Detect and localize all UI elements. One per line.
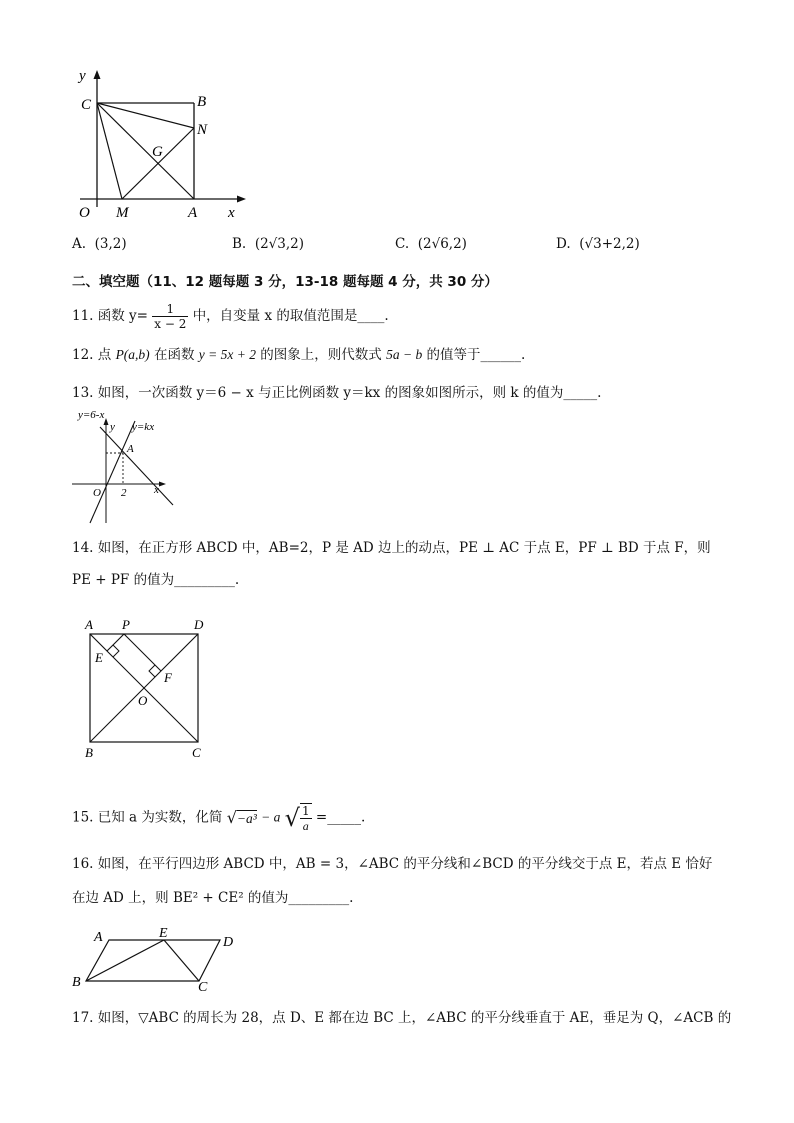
label-P: P	[122, 617, 130, 632]
q12-expression: 5a − b	[386, 347, 423, 362]
label-B: B	[197, 94, 207, 110]
q15-post: =_____.	[315, 809, 366, 826]
label-line1: y=6-x	[78, 409, 105, 421]
option-b-letter: B.	[232, 236, 247, 252]
label-line2: y=kx	[132, 421, 155, 433]
label-C: C	[198, 980, 208, 993]
option-c-letter: C.	[395, 236, 410, 252]
q15-numerator: 1	[301, 804, 310, 818]
label-A: A	[188, 205, 198, 221]
q11-fraction	[152, 302, 188, 331]
label-A: A	[85, 617, 93, 632]
q15-radical-1: √−a³	[226, 807, 257, 827]
label-N: N	[197, 122, 208, 138]
figure-q10	[70, 62, 250, 222]
label-x: x	[154, 484, 159, 496]
figure-q13	[70, 405, 190, 527]
q12-function: y = 5x + 2	[198, 347, 256, 362]
option-c-value: (2√6,2)	[417, 236, 467, 252]
figure-q14	[80, 612, 215, 762]
option-d-value: (√3+2,2)	[579, 236, 640, 252]
option-a-letter: A.	[72, 236, 87, 252]
question-14-line2: PE + PF 的值为_________.	[72, 572, 240, 588]
option-b	[232, 236, 304, 252]
question-16-line2: 在边 AD 上，则 BE² + CE² 的值为_________.	[72, 890, 354, 906]
label-x: x	[228, 205, 235, 221]
label-B: B	[72, 975, 81, 990]
label-y: y	[79, 68, 86, 84]
q12-post: 的值等于______.	[426, 347, 526, 363]
q11-numerator: 1	[152, 302, 188, 317]
label-B: B	[85, 745, 93, 760]
option-c	[395, 236, 467, 252]
label-O: O	[93, 487, 101, 499]
label-2: 2	[121, 487, 127, 499]
question-17: 17. 如图，▽ABC 的周长为 28，点 D、E 都在边 BC 上，∠ABC 的平分线垂直于 AE，垂足为 Q，∠ACB 的	[72, 1010, 732, 1026]
q12-pre: 12. 点	[72, 347, 112, 363]
q11-denominator: x − 2	[154, 317, 187, 331]
label-O: O	[138, 693, 148, 708]
option-d	[556, 236, 640, 252]
label-D: D	[194, 617, 204, 632]
label-M: M	[116, 205, 129, 221]
q15-pre: 15. 已知 a 为实数，化简	[72, 809, 223, 826]
label-A: A	[94, 930, 103, 945]
option-a-value: (3,2)	[94, 236, 127, 252]
figure-q16	[68, 925, 248, 993]
q12-point: P(a,b)	[115, 347, 150, 362]
label-C: C	[81, 97, 92, 113]
question-11	[72, 302, 389, 331]
question-15	[72, 803, 365, 833]
label-G: G	[152, 144, 163, 160]
label-A: A	[127, 443, 134, 455]
label-C: C	[192, 745, 201, 760]
q15-denominator: a	[302, 819, 309, 833]
q11-pre: 11. 函数 y=	[72, 308, 148, 324]
q15-radical-2: √ $\frac{1}{a}$	[284, 804, 310, 833]
option-a	[72, 236, 127, 252]
label-E: E	[95, 650, 103, 665]
question-13: 13. 如图，一次函数 y＝6 − x 与正比例函数 y＝kx 的图象如图所示，则 k 的值为_____.	[72, 385, 602, 401]
label-E: E	[159, 926, 168, 941]
q15-mid: − a	[261, 809, 281, 825]
q12-mid2: 的图象上，则代数式	[260, 347, 382, 363]
q11-post: 中，自变量 x 的取值范围是____.	[192, 308, 389, 324]
label-F: F	[164, 670, 172, 685]
question-16-line1: 16. 如图，在平行四边形 ABCD 中，AB = 3，∠ABC 的平分线和∠BCD 的平分线交于点 E，若点 E 恰好	[72, 856, 713, 872]
section-2-title: 二、填空题（11、12 题每题 3 分，13-18 题每题 4 分，共 30 分）	[72, 274, 498, 290]
option-b-value: (2√3,2)	[254, 236, 305, 252]
label-D: D	[223, 935, 234, 950]
q12-mid: 在函数	[153, 347, 195, 363]
question-14-line1: 14. 如图，在正方形 ABCD 中，AB=2，P 是 AD 边上的动点，PE ⊥ AC 于点 E，PF ⊥ BD 于点 F，则	[72, 540, 711, 556]
label-O: O	[79, 205, 90, 221]
option-d-letter: D.	[556, 236, 571, 252]
q15-fraction	[300, 803, 312, 833]
q15-radicand-1: −a³	[236, 810, 257, 826]
question-12	[72, 345, 525, 365]
label-y: y	[110, 421, 115, 433]
